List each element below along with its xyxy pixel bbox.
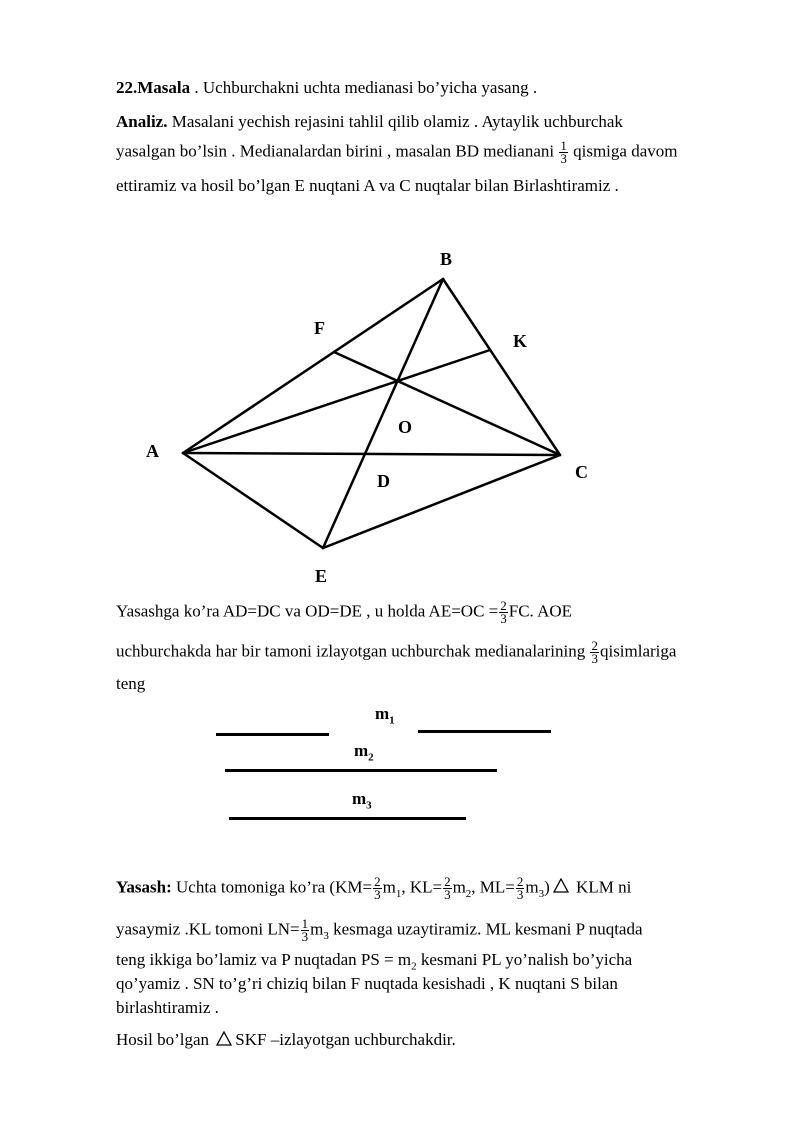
sol-text: Hosil bo’lgan xyxy=(116,1030,214,1049)
solution-line-3 xyxy=(116,950,632,972)
segment-m1-right xyxy=(418,730,551,733)
sol-text: , KL= xyxy=(401,877,443,897)
segment-label-m1 xyxy=(375,704,395,726)
segment-label-m2 xyxy=(354,741,374,763)
segment-m3 xyxy=(229,817,466,820)
construction-text-2a: uchburchakda har bir tamoni izlayotgan uchburchak medianalarining xyxy=(116,641,590,661)
sol-sub: 2 xyxy=(411,960,417,973)
frac-den: 3 xyxy=(591,651,598,666)
sol-text: birlashtiramiz . xyxy=(116,998,219,1017)
frac-num: 2 xyxy=(374,874,381,889)
point-label-e: E xyxy=(315,566,328,586)
sol-text: , ML= xyxy=(471,877,515,897)
sol-text: m xyxy=(382,877,396,897)
triangle-icon xyxy=(553,878,569,893)
side-ac xyxy=(183,453,560,455)
problem-number: 22.Masala xyxy=(116,78,191,97)
sol-text: kesmani PL yo’nalish bo’yicha xyxy=(416,950,633,969)
construction-line-3 xyxy=(116,674,145,694)
frac-num: 1 xyxy=(301,916,309,931)
frac-den: 3 xyxy=(516,887,524,902)
construction-text-3: teng xyxy=(116,674,146,693)
sol-text: kesmaga uzaytiramiz. ML kesmani P nuqtada xyxy=(328,919,643,939)
sol-text: m xyxy=(452,877,466,897)
frac-num: 2 xyxy=(591,638,598,653)
frac-num: 2 xyxy=(444,874,451,889)
fraction xyxy=(516,876,525,901)
sol-sub: 1 xyxy=(395,887,402,900)
m2-sub: 2 xyxy=(368,751,374,764)
m1-sub: 1 xyxy=(389,714,395,727)
sol-text: m xyxy=(525,877,539,897)
fraction xyxy=(301,918,310,943)
frac-den: 3 xyxy=(500,611,507,626)
sol-text: m xyxy=(310,919,324,939)
fraction-two-thirds xyxy=(499,600,508,625)
fraction-two-thirds xyxy=(590,640,599,665)
frac-den: 3 xyxy=(444,887,451,902)
analysis-text-3: ettiramiz va hosil bo’lgan E nuqtani A va C nuqtalar bilan Birlashtiramiz . xyxy=(116,176,619,195)
frac-num: 2 xyxy=(500,598,507,613)
sol-text: ) xyxy=(544,877,550,897)
segment-m2 xyxy=(225,769,497,772)
frac-den: 3 xyxy=(374,887,381,902)
point-label-a: A xyxy=(146,441,159,461)
frac-num: 1 xyxy=(560,138,567,153)
sol-sub: 3 xyxy=(323,929,329,942)
construction-text-1b: FC. AOE xyxy=(508,601,573,621)
sol-text: SKF –izlayotgan uchburchakdir. xyxy=(235,1030,456,1049)
sol-text: Uchta tomoniga ko’ra (KM= xyxy=(171,877,373,897)
construction-text-2b: qisimlariga xyxy=(599,641,677,661)
segment-label-m3 xyxy=(352,789,372,811)
sol-text: KLM ni xyxy=(571,877,632,897)
point-label-k: K xyxy=(513,331,528,351)
construction-line-2 xyxy=(116,640,676,665)
solution-line-4 xyxy=(116,974,618,994)
solution-line-5 xyxy=(116,998,219,1018)
construction-line-1 xyxy=(116,600,572,625)
triangle-icon xyxy=(216,1031,232,1046)
solution-line-6 xyxy=(116,1030,456,1050)
m2-letter: m xyxy=(354,741,369,760)
sol-text: teng ikkiga bo’lamiz va P nuqtadan PS = m xyxy=(116,950,412,969)
segment-m1-left xyxy=(216,733,329,736)
sol-text: qo’yamiz . SN to’g’ri chiziq bilan F nuqtada kesishadi , K nuqtani S bilan xyxy=(116,974,618,993)
problem-statement: . Uchburchakni uchta medianasi bo’yicha yasang . xyxy=(190,78,538,97)
analysis-label: Analiz. xyxy=(116,112,168,131)
fraction xyxy=(443,876,452,901)
frac-den: 3 xyxy=(560,151,567,166)
point-label-o: O xyxy=(398,417,413,437)
analysis-text-2a: yasalgan bo’lsin . Medianalardan birini , masalan BD medianani xyxy=(116,141,559,161)
analysis-text-2b: qismiga davom xyxy=(568,141,678,161)
segment-ae xyxy=(183,453,323,548)
frac-den: 3 xyxy=(301,929,309,944)
m3-sub: 3 xyxy=(366,799,372,812)
point-label-b: B xyxy=(440,249,453,269)
construction-text-1a: Yasashga ko’ra AD=DC va OD=DE , u holda AE=OC = xyxy=(116,601,499,621)
sol-sub: 3 xyxy=(538,887,545,900)
point-label-c: C xyxy=(575,462,588,482)
point-label-f: F xyxy=(314,318,325,338)
solution-label: Yasash: xyxy=(116,877,172,897)
fraction xyxy=(373,876,382,901)
solution-line-2 xyxy=(116,918,643,943)
point-label-d: D xyxy=(377,471,390,491)
m1-letter: m xyxy=(375,704,390,723)
frac-num: 2 xyxy=(516,874,524,889)
solution-line-1 xyxy=(116,876,631,901)
m3-letter: m xyxy=(352,789,367,808)
sol-sub: 2 xyxy=(465,887,472,900)
sol-text: yasaymiz .KL tomoni LN= xyxy=(116,919,300,939)
analysis-text-1: Masalani yechish rejasini tahlil qilib olamiz . Aytaylik uchburchak xyxy=(167,112,623,131)
